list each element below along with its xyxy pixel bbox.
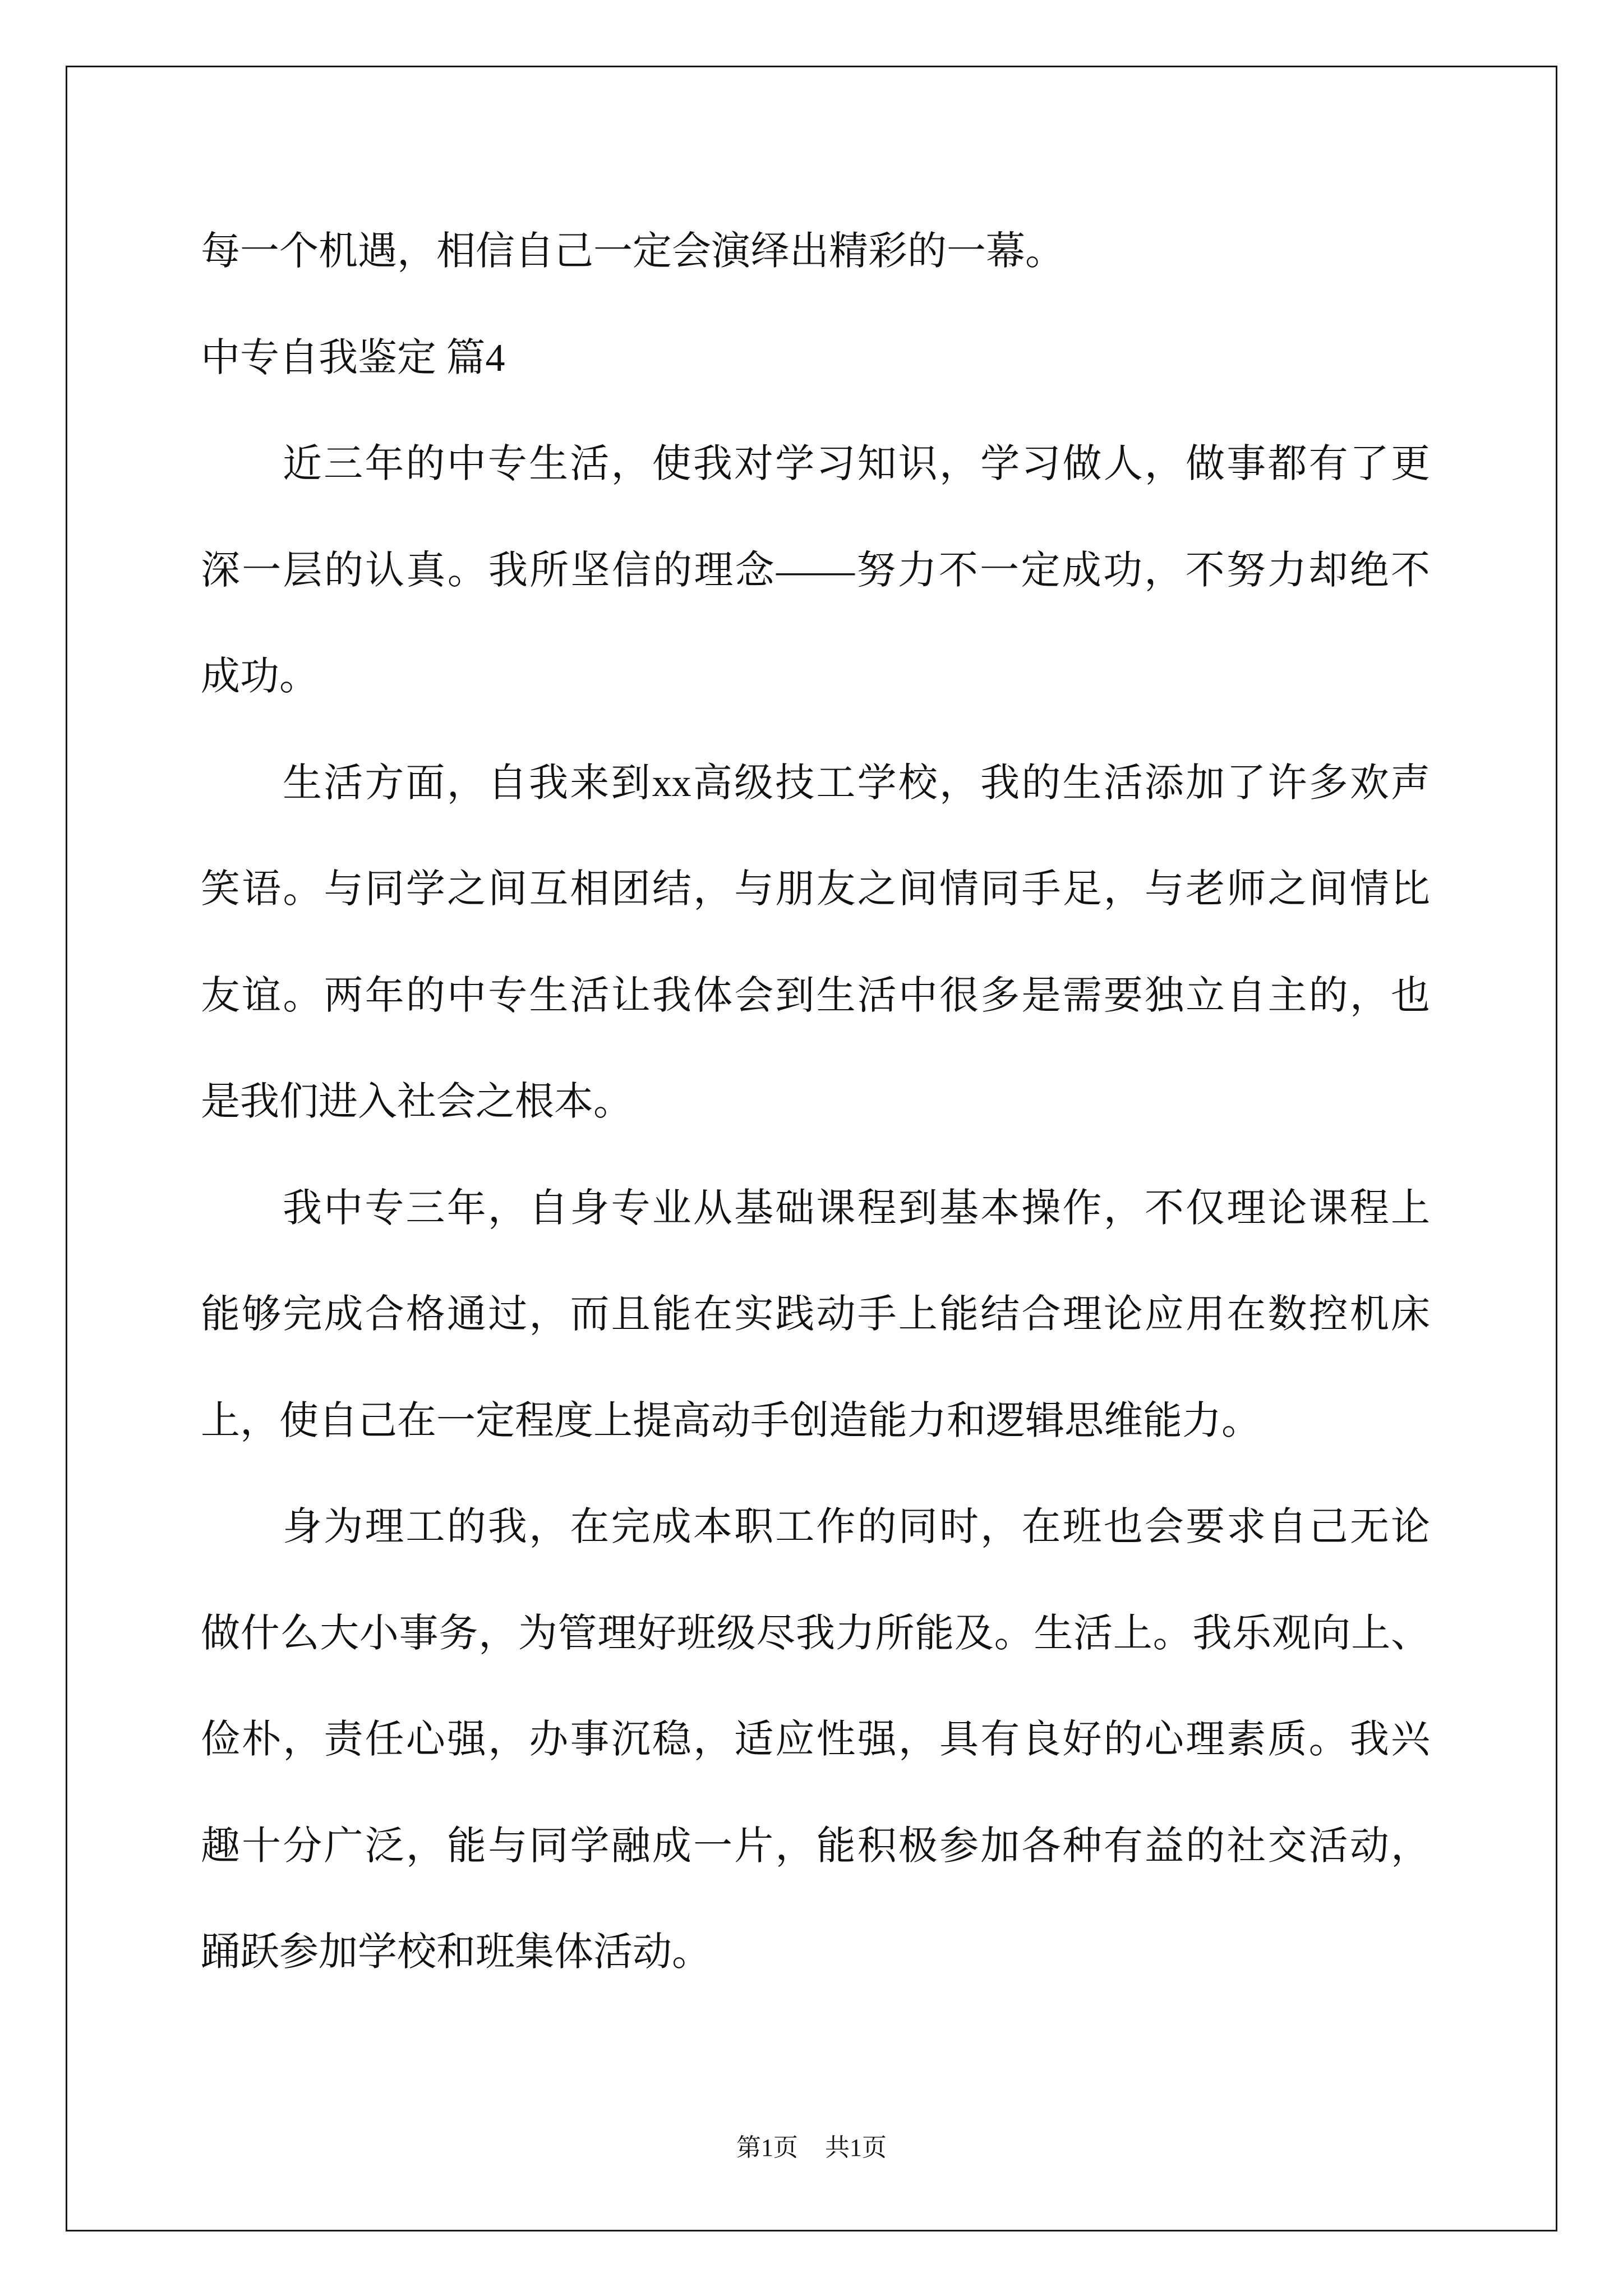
text-line: 身为理工的我，在完成本职工作的同时，在班也会要求自己无论 bbox=[283, 1506, 1430, 1549]
continued-line: 每一个机遇，相信自己一定会演绎出精彩的一幕。 bbox=[201, 230, 1064, 273]
document-body bbox=[201, 199, 1430, 2006]
paragraph bbox=[201, 1156, 1430, 1475]
page-number: 第1页 bbox=[736, 2134, 798, 2161]
paragraph bbox=[201, 730, 1430, 1156]
text-line: 是我们进入社会之根本。 bbox=[201, 1080, 633, 1124]
text-line: 近三年的中专生活，使我对学习知识，学习做人，做事都有了更 bbox=[283, 443, 1430, 486]
paragraph bbox=[201, 411, 1430, 730]
text-line: 上，使自己在一定程度上提高动手创造能力和逻辑思维能力。 bbox=[201, 1399, 1261, 1443]
text-line: 俭朴，责任心强，办事沉稳，适应性强，具有良好的心理素质。我兴 bbox=[201, 1718, 1430, 1761]
text-line: 能够完成合格通过，而且能在实践动手上能结合理论应用在数控机床 bbox=[201, 1293, 1430, 1336]
page-footer bbox=[0, 2131, 1623, 2165]
paragraph bbox=[201, 1474, 1430, 2006]
text-line: 我中专三年，自身专业从基础课程到基本操作，不仅理论课程上 bbox=[283, 1186, 1430, 1230]
text-line: 成功。 bbox=[201, 655, 319, 698]
page-total: 共1页 bbox=[825, 2134, 887, 2161]
text-line: 深一层的认真。我所坚信的理念——努力不一定成功，不努力却绝不 bbox=[201, 549, 1430, 592]
section-heading: 中专自我鉴定 篇4 bbox=[201, 336, 505, 380]
text-line: 生活方面，自我来到xx高级技工学校，我的生活添加了许多欢声 bbox=[283, 761, 1430, 805]
text-line: 友谊。两年的中专生活让我体会到生活中很多是需要独立自主的，也 bbox=[201, 974, 1430, 1018]
text-line: 做什么大小事务，为管理好班级尽我力所能及。生活上。我乐观向上、 bbox=[201, 1612, 1430, 1655]
text-line: 趣十分广泛，能与同学融成一片，能积极参加各种有益的社交活动， bbox=[201, 1824, 1430, 1868]
text-line: 踊跃参加学校和班集体活动。 bbox=[201, 1931, 711, 1974]
text-line: 笑语。与同学之间互相团结，与朋友之间情同手足，与老师之间情比 bbox=[201, 868, 1430, 911]
